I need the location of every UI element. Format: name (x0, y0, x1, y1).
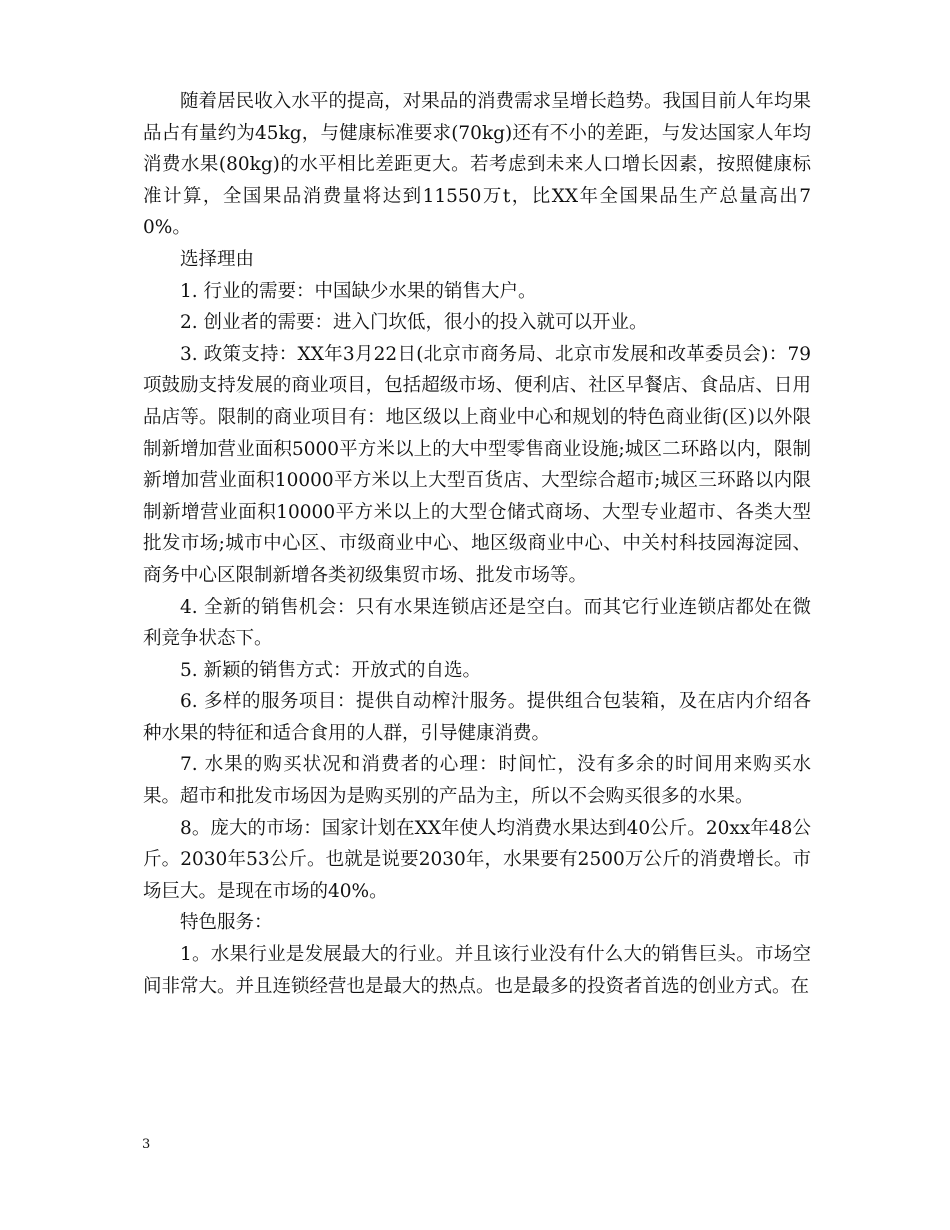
paragraph-reason-5: 5. 新颖的销售方式：开放式的自选。 (180, 659, 482, 681)
paragraph-reason-2: 2. 创业者的需要：进入门坎低，很小的投入就可以开业。 (180, 312, 648, 334)
paragraph-service-1: 1。水果行业是发展最大的行业。并且该行业没有什么大的销售巨头。市场空间非常大。并且连锁经营也是最大的热点。也是最多的投资者首选的创业方式。在 (143, 944, 811, 997)
paragraph-reason-3: 3. 政策支持：XX年3月22日(北京市商务局、北京市发展和改革委员会)：79项鼓励支持发展的商业项目，包括超级市场、便利店、社区早餐店、食品店、日用品店等。限制的商业项目有：地区级以上商业中心和规划的特色商业街(区)以外限制新增加营业面积5000平方米以上的大中型零售商业设施;城区二环路以内，限制新增加营业面积10000平方米以上大型百货店、大型综合超市;城区三环路以内限制新增营业面积10000平方米以上的大型仓储式商场、大型专业超市、各类大型批发市场;城市中心区、市级商业中心、地区级商业中心、中关村科技园海淀园、商务中心区限制新增各类初级集贸市场、批发市场等。 (143, 343, 811, 586)
paragraph-reason-1: 1. 行业的需要：中国缺少水果的销售大户。 (180, 280, 537, 302)
paragraph-intro: 随着居民收入水平的提高，对果品的消费需求呈增长趋势。我国目前人年均果品占有量约为45kg，与健康标准要求(70kg)还有不小的差距，与发达国家人年均消费水果(80kg)的水平相比差距更大。若考虑到未来人口增长因素，按照健康标准计算，全国果品消费量将达到11550万t，比XX年全国果品生产总量高出70%。 (143, 91, 811, 239)
heading-special-services: 特色服务： (180, 912, 273, 934)
body-text (143, 86, 811, 1002)
paragraph-reason-6: 6. 多样的服务项目：提供自动榨汁服务。提供组合包装箱，及在店内介绍各种水果的特征和适合食用的人群，引导健康消费。 (143, 691, 811, 744)
heading-selection-reasons: 选择理由 (180, 248, 255, 270)
paragraph-reason-7: 7. 水果的购买状况和消费者的心理：时间忙，没有多余的时间用来购买水果。超市和批发市场因为是购买别的产品为主，所以不会购买很多的水果。 (143, 754, 811, 808)
page-number: 3 (142, 1137, 151, 1152)
paragraph-reason-8: 8。庞大的市场：国家计划在XX年使人均消费水果达到40公斤。20xx年48公斤。2030年53公斤。也就是说要2030年，水果要有2500万公斤的消费增长。市场巨大。是现在市场的40%。 (143, 817, 811, 902)
paragraph-reason-4: 4. 全新的销售机会：只有水果连锁店还是空白。而其它行业连锁店都处在微利竞争状态下。 (143, 596, 811, 650)
